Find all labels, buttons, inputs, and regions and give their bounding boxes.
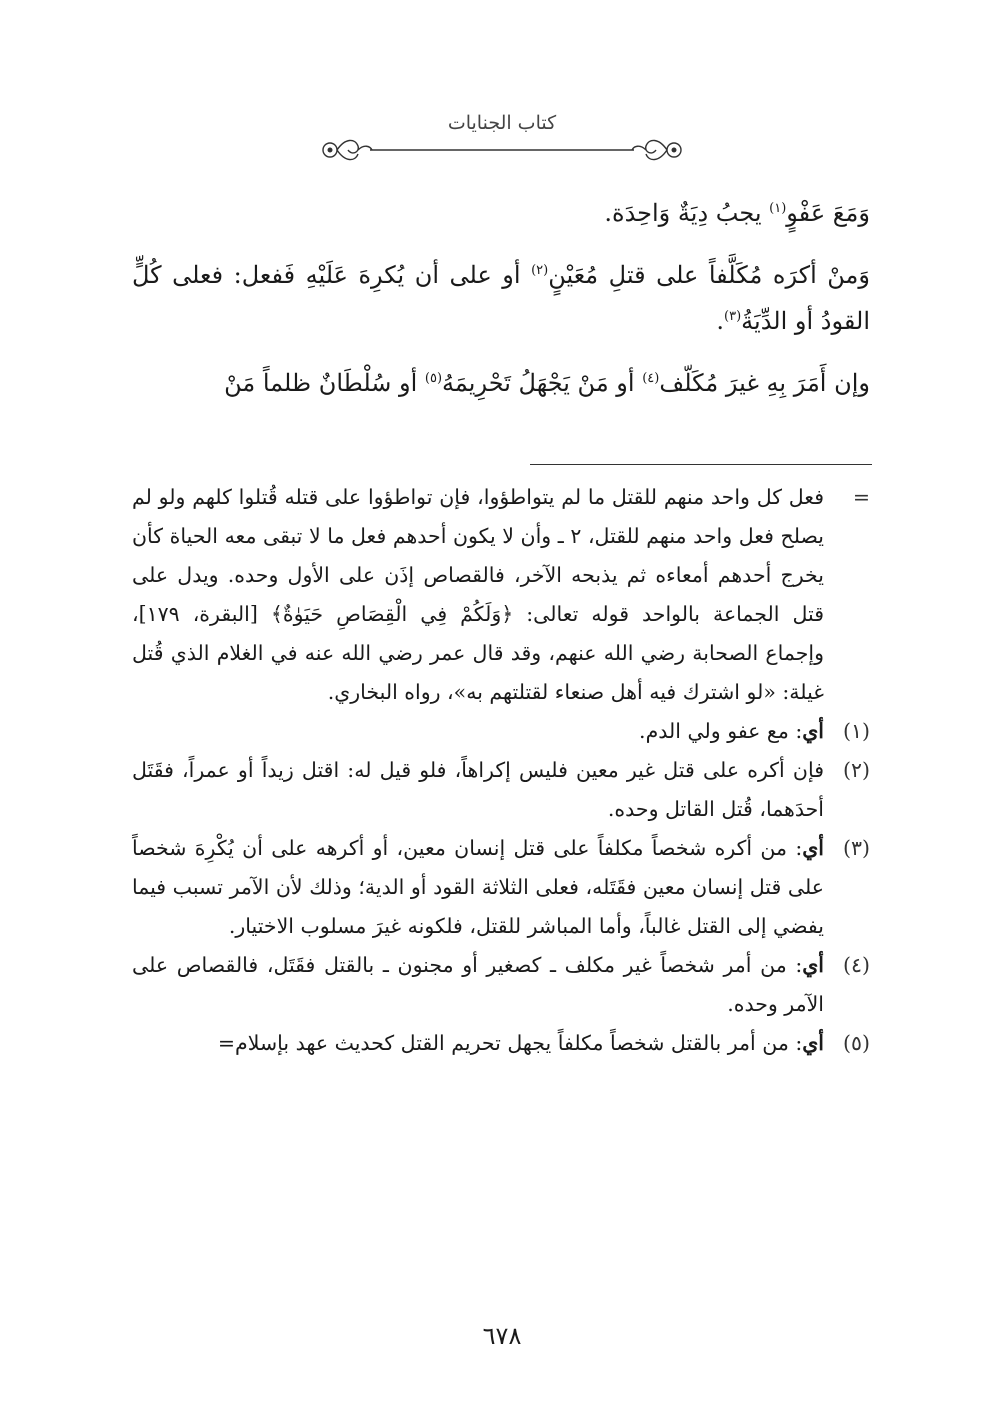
footnote-number: (٥) [842, 1031, 870, 1055]
footnote-text: : من أمر شخصاً غير مكلف ـ كصغير أو مجنون ـ بالقتل فقَتَل، فالقصاص على الآمر وحده. [132, 953, 824, 1016]
footnote-4: (٤) أي: من أمر شخصاً غير مكلف ـ كصغير أو مجنون ـ بالقتل فقَتَل، فالقصاص على الآمر وحده. [132, 946, 870, 1024]
footnote-5: (٥) أي: من أمر بالقتل شخصاً مكلفاً يجهل تحريم القتل كحديث عهد بإسلام= [132, 1024, 870, 1063]
footnote-number: (٢) [842, 758, 870, 782]
matn-paragraph-2: وَمنْ أكرَه مُكَلَّفاً على قتلِ مُعَيْنٍ$^{(٢)}$ أو على أن يُكرِهَ عَلَيْهِ فَفعل: فعلى كُلٍّ القودُ أو الدِّيَةُ$^{(٣)}$. [132, 261, 871, 335]
footnote-continuation [132, 478, 870, 712]
footnote-number: (١) [842, 719, 870, 743]
matn-paragraph-3: وإن أَمَرَ بِهِ غيرَ مُكَلّف$^{(٤)}$ أو مَنْ يَجْهَلُ تَحْرِيمَهُ$^{(٥)}$ أو سُلْطَانٌ ظلماً مَنْ [224, 369, 870, 397]
footnotes [132, 478, 870, 1063]
footnote-text: فإن أكره على قتل غير معين فليس إكراهاً، فلو قيل له: اقتل زيداً أو عمراً، فقَتَل أحدَهما، قُتل القاتل وحده. [132, 758, 824, 821]
footnote-3: (٣) أي: من أكره شخصاً مكلفاً على قتل إنسان معين، أو أكرهه على أن يُكْرِهَ شخصاً على قتل إنسان معين فقَتَله، فعلى الثلاثة القود أو الدية؛ وذلك لأن الآمر تسبب فيما يفضي إلى القتل غالباً، وأما المباشر للقتل، فلكونه غيرَ مسلوب الاختيار. [132, 829, 870, 946]
footnote-separator [530, 464, 872, 465]
footnote-ref-1[interactable]: (١) [769, 201, 787, 216]
footnote-text: : من أكره شخصاً مكلفاً على قتل إنسان معين، أو أكرهه على أن يُكْرِهَ شخصاً على قتل إنسان معين فقَتَله، فعلى الثلاثة القود أو الدية؛ وذلك لأن الآمر تسبب فيما يفضي إلى القتل غالباً، وأما المباشر للقتل، فلكونه غيرَ مسلوب الاختيار. [132, 836, 824, 938]
chapter-title: كتاب الجنايات [447, 112, 557, 134]
footnote-text: : من أمر بالقتل شخصاً مكلفاً يجهل تحريم القتل كحديث عهد بإسلام= [217, 1031, 803, 1055]
header-ornament [300, 128, 704, 168]
matn-paragraph-1: وَمَعَ عَفْوٍ$^{(١)}$ يجبُ دِيَةٌ وَاحِدَة. [604, 199, 870, 227]
footnote-ref-4[interactable]: (٤) [642, 371, 660, 386]
continuation-mark: = [852, 485, 870, 509]
footnote-2 [132, 751, 870, 829]
footnote-ref-3[interactable]: (٣) [724, 309, 742, 324]
main-text [132, 190, 870, 422]
footnote-1: (١) أي: مع عفو ولي الدم. [132, 712, 870, 751]
footnote-ref-2[interactable]: (٢) [531, 263, 549, 278]
footnote-ref-5[interactable]: (٥) [424, 371, 443, 386]
footnote-number: (٣) [842, 836, 870, 860]
footnote-text: فعل كل واحد منهم للقتل ما لم يتواطؤوا، فإن تواطؤوا على قتله قُتلوا كلهم ولو لم يصلح فعل واحد منهم للقتل، ٢ ـ وأن لا يكون أحدهم فعل ما لا تبقى معه الحياة كأن يخرج أحدهم أمعاءه ثم يذبحه الآخر، فالقصاص إذَن على الأول وحده. ويدل على قتل الجماعة بالواحد قوله تعالى: ﴿وَلَكُمْ فِي الْقِصَاصِ حَيَوٰةٌ﴾ [البقرة، ١٧٩]، وإجماع الصحابة رضي الله عنهم، وقد قال عمر رضي الله عنه في الغلام الذي قُتل غيلة: «لو اشترك فيه أهل صنعاء لقتلتهم به»، رواه البخاري. [132, 485, 825, 704]
page-number: ٦٧٨ [482, 1322, 522, 1350]
footnote-number: (٤) [842, 953, 870, 977]
footnote-text: : مع عفو ولي الدم. [639, 719, 803, 743]
